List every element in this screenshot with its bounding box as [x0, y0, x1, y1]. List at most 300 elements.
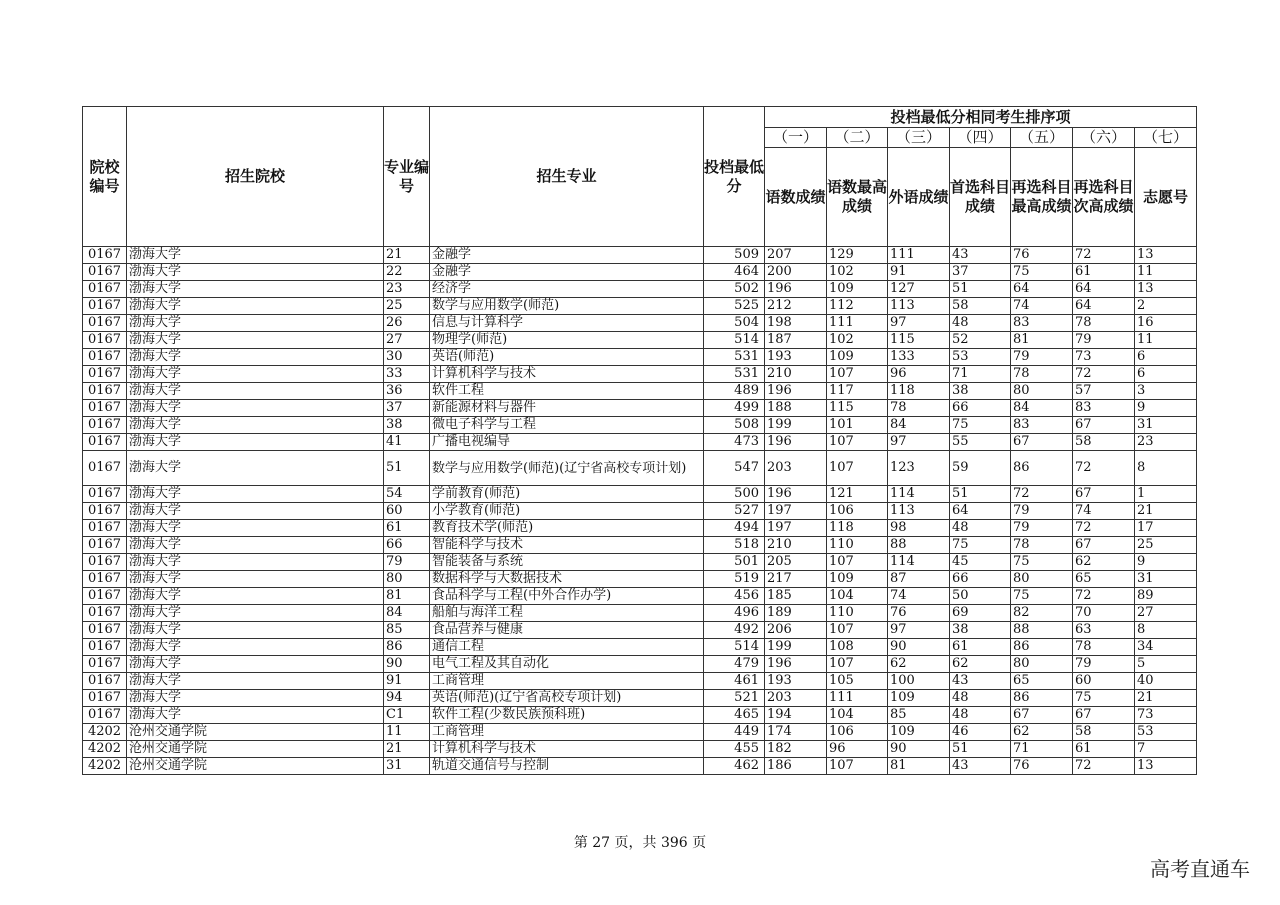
rank2-cell: 106 [827, 724, 888, 741]
school-name-cell: 渤海大学 [127, 486, 384, 503]
rank3-cell: 78 [888, 400, 950, 417]
rank6-cell: 67 [1073, 417, 1135, 434]
major-name-cell: 英语(师范)(辽宁省高校专项计划) [430, 690, 704, 707]
header-rank-label: 志愿号 [1135, 148, 1197, 247]
major-name-cell: 智能科学与技术 [430, 537, 704, 554]
school-code-cell: 0167 [83, 264, 127, 281]
rank4-cell: 53 [950, 349, 1011, 366]
rank5-cell: 83 [1011, 315, 1073, 332]
rank7-cell: 7 [1135, 741, 1197, 758]
rank4-cell: 43 [950, 758, 1011, 775]
rank4-cell: 58 [950, 298, 1011, 315]
table-row [83, 434, 1197, 451]
school-name-cell: 渤海大学 [127, 537, 384, 554]
school-name-cell: 渤海大学 [127, 247, 384, 264]
school-code-cell: 0167 [83, 298, 127, 315]
rank4-cell: 75 [950, 537, 1011, 554]
table-row [83, 332, 1197, 349]
school-code-cell: 0167 [83, 400, 127, 417]
rank1-cell: 203 [765, 690, 827, 707]
rank6-cell: 78 [1073, 639, 1135, 656]
rank7-cell: 13 [1135, 758, 1197, 775]
rank5-cell: 67 [1011, 434, 1073, 451]
watermark-text: 高考直通车 [1150, 857, 1250, 881]
rank3-cell: 97 [888, 434, 950, 451]
rank5-cell: 76 [1011, 247, 1073, 264]
rank4-cell: 61 [950, 639, 1011, 656]
table-row [83, 520, 1197, 537]
school-code-cell: 0167 [83, 537, 127, 554]
rank7-cell: 31 [1135, 571, 1197, 588]
rank2-cell: 107 [827, 451, 888, 486]
rank4-cell: 51 [950, 486, 1011, 503]
rank7-cell: 5 [1135, 656, 1197, 673]
rank1-cell: 182 [765, 741, 827, 758]
school-name-cell: 渤海大学 [127, 622, 384, 639]
rank7-cell: 2 [1135, 298, 1197, 315]
school-code-cell: 4202 [83, 758, 127, 775]
rank1-cell: 196 [765, 656, 827, 673]
rank7-cell: 89 [1135, 588, 1197, 605]
major-code-cell: 21 [384, 741, 430, 758]
rank3-cell: 84 [888, 417, 950, 434]
rank5-cell: 74 [1011, 298, 1073, 315]
rank5-cell: 86 [1011, 639, 1073, 656]
major-code-cell: 26 [384, 315, 430, 332]
rank5-cell: 78 [1011, 366, 1073, 383]
major-code-cell: 51 [384, 451, 430, 486]
min-score-cell: 508 [704, 417, 765, 434]
rank3-cell: 113 [888, 503, 950, 520]
rank7-cell: 21 [1135, 503, 1197, 520]
rank5-cell: 79 [1011, 520, 1073, 537]
rank6-cell: 72 [1073, 588, 1135, 605]
rank4-cell: 55 [950, 434, 1011, 451]
rank6-cell: 60 [1073, 673, 1135, 690]
major-name-cell: 经济学 [430, 281, 704, 298]
rank2-cell: 111 [827, 315, 888, 332]
rank4-cell: 75 [950, 417, 1011, 434]
major-name-cell: 教育技术学(师范) [430, 520, 704, 537]
major-code-cell: 79 [384, 554, 430, 571]
major-code-cell: 27 [384, 332, 430, 349]
major-name-cell: 食品科学与工程(中外合作办学) [430, 588, 704, 605]
rank4-cell: 62 [950, 656, 1011, 673]
table-row [83, 298, 1197, 315]
rank5-cell: 75 [1011, 554, 1073, 571]
rank2-cell: 109 [827, 349, 888, 366]
rank2-cell: 102 [827, 332, 888, 349]
rank2-cell: 110 [827, 605, 888, 622]
rank7-cell: 11 [1135, 332, 1197, 349]
school-name-cell: 沧州交通学院 [127, 724, 384, 741]
major-code-cell: 84 [384, 605, 430, 622]
rank6-cell: 79 [1073, 332, 1135, 349]
rank6-cell: 74 [1073, 503, 1135, 520]
rank2-cell: 115 [827, 400, 888, 417]
table-row [83, 622, 1197, 639]
rank7-cell: 21 [1135, 690, 1197, 707]
admission-score-table [82, 106, 1197, 775]
major-name-cell: 工商管理 [430, 673, 704, 690]
rank2-cell: 107 [827, 656, 888, 673]
rank7-cell: 11 [1135, 264, 1197, 281]
rank7-cell: 16 [1135, 315, 1197, 332]
major-code-cell: 30 [384, 349, 430, 366]
rank4-cell: 51 [950, 741, 1011, 758]
header-major-name: 招生专业 [430, 107, 704, 247]
school-code-cell: 4202 [83, 741, 127, 758]
table-row [83, 247, 1197, 264]
school-code-cell: 0167 [83, 383, 127, 400]
school-name-cell: 渤海大学 [127, 349, 384, 366]
table-row [83, 349, 1197, 366]
major-name-cell: 微电子科学与工程 [430, 417, 704, 434]
min-score-cell: 473 [704, 434, 765, 451]
header-rank-number: （七） [1135, 128, 1197, 148]
rank1-cell: 206 [765, 622, 827, 639]
rank3-cell: 111 [888, 247, 950, 264]
major-name-cell: 计算机科学与技术 [430, 366, 704, 383]
table-row [83, 417, 1197, 434]
school-code-cell: 0167 [83, 486, 127, 503]
table-row [83, 673, 1197, 690]
rank4-cell: 52 [950, 332, 1011, 349]
rank6-cell: 61 [1073, 264, 1135, 281]
min-score-cell: 479 [704, 656, 765, 673]
rank4-cell: 43 [950, 673, 1011, 690]
min-score-cell: 456 [704, 588, 765, 605]
major-name-cell: 食品营养与健康 [430, 622, 704, 639]
table-row [83, 639, 1197, 656]
major-code-cell: 21 [384, 247, 430, 264]
school-code-cell: 0167 [83, 520, 127, 537]
rank4-cell: 66 [950, 400, 1011, 417]
rank7-cell: 13 [1135, 247, 1197, 264]
rank2-cell: 105 [827, 673, 888, 690]
header-rank-label: 首选科目成绩 [950, 148, 1011, 247]
rank5-cell: 80 [1011, 571, 1073, 588]
school-name-cell: 渤海大学 [127, 520, 384, 537]
major-code-cell: 60 [384, 503, 430, 520]
rank3-cell: 91 [888, 264, 950, 281]
rank5-cell: 86 [1011, 690, 1073, 707]
rank7-cell: 9 [1135, 554, 1197, 571]
rank6-cell: 67 [1073, 486, 1135, 503]
rank5-cell: 81 [1011, 332, 1073, 349]
rank7-cell: 40 [1135, 673, 1197, 690]
rank3-cell: 97 [888, 315, 950, 332]
rank5-cell: 71 [1011, 741, 1073, 758]
rank7-cell: 34 [1135, 639, 1197, 656]
rank1-cell: 185 [765, 588, 827, 605]
rank5-cell: 78 [1011, 537, 1073, 554]
rank1-cell: 205 [765, 554, 827, 571]
rank1-cell: 198 [765, 315, 827, 332]
school-name-cell: 渤海大学 [127, 503, 384, 520]
rank6-cell: 61 [1073, 741, 1135, 758]
rank1-cell: 212 [765, 298, 827, 315]
rank5-cell: 65 [1011, 673, 1073, 690]
rank6-cell: 58 [1073, 434, 1135, 451]
table-row [83, 366, 1197, 383]
table-row [83, 605, 1197, 622]
school-code-cell: 0167 [83, 247, 127, 264]
header-rank-label: 外语成绩 [888, 148, 950, 247]
major-name-cell: 电气工程及其自动化 [430, 656, 704, 673]
min-score-cell: 492 [704, 622, 765, 639]
rank4-cell: 69 [950, 605, 1011, 622]
header-min-score: 投档最低分 [704, 107, 765, 247]
rank7-cell: 17 [1135, 520, 1197, 537]
rank1-cell: 174 [765, 724, 827, 741]
rank5-cell: 80 [1011, 383, 1073, 400]
major-code-cell: 31 [384, 758, 430, 775]
school-name-cell: 渤海大学 [127, 400, 384, 417]
school-code-cell: 0167 [83, 349, 127, 366]
header-major-code: 专业编号 [384, 107, 430, 247]
rank6-cell: 64 [1073, 281, 1135, 298]
rank2-cell: 107 [827, 622, 888, 639]
rank3-cell: 74 [888, 588, 950, 605]
min-score-cell: 500 [704, 486, 765, 503]
major-name-cell: 智能装备与系统 [430, 554, 704, 571]
min-score-cell: 547 [704, 451, 765, 486]
major-name-cell: 广播电视编导 [430, 434, 704, 451]
rank6-cell: 72 [1073, 520, 1135, 537]
rank6-cell: 72 [1073, 247, 1135, 264]
rank1-cell: 217 [765, 571, 827, 588]
rank2-cell: 107 [827, 758, 888, 775]
school-code-cell: 0167 [83, 605, 127, 622]
rank1-cell: 188 [765, 400, 827, 417]
rank4-cell: 43 [950, 247, 1011, 264]
rank1-cell: 196 [765, 434, 827, 451]
min-score-cell: 499 [704, 400, 765, 417]
rank7-cell: 8 [1135, 622, 1197, 639]
rank5-cell: 84 [1011, 400, 1073, 417]
rank6-cell: 72 [1073, 366, 1135, 383]
rank7-cell: 25 [1135, 537, 1197, 554]
header-rank-label: 语数成绩 [765, 148, 827, 247]
min-score-cell: 531 [704, 366, 765, 383]
rank7-cell: 6 [1135, 366, 1197, 383]
rank4-cell: 48 [950, 690, 1011, 707]
min-score-cell: 514 [704, 639, 765, 656]
rank5-cell: 62 [1011, 724, 1073, 741]
major-name-cell: 数据科学与大数据技术 [430, 571, 704, 588]
header-rank-label: 再选科目次高成绩 [1073, 148, 1135, 247]
school-name-cell: 渤海大学 [127, 366, 384, 383]
major-code-cell: C1 [384, 707, 430, 724]
major-code-cell: 94 [384, 690, 430, 707]
school-code-cell: 0167 [83, 690, 127, 707]
rank7-cell: 8 [1135, 451, 1197, 486]
rank5-cell: 79 [1011, 349, 1073, 366]
rank2-cell: 104 [827, 588, 888, 605]
rank4-cell: 66 [950, 571, 1011, 588]
rank6-cell: 72 [1073, 451, 1135, 486]
min-score-cell: 514 [704, 332, 765, 349]
rank4-cell: 45 [950, 554, 1011, 571]
rank3-cell: 85 [888, 707, 950, 724]
rank4-cell: 50 [950, 588, 1011, 605]
rank3-cell: 98 [888, 520, 950, 537]
rank6-cell: 58 [1073, 724, 1135, 741]
header-rank-number: （二） [827, 128, 888, 148]
school-name-cell: 渤海大学 [127, 315, 384, 332]
rank4-cell: 59 [950, 451, 1011, 486]
school-code-cell: 0167 [83, 281, 127, 298]
rank1-cell: 187 [765, 332, 827, 349]
major-code-cell: 66 [384, 537, 430, 554]
major-code-cell: 11 [384, 724, 430, 741]
min-score-cell: 465 [704, 707, 765, 724]
min-score-cell: 531 [704, 349, 765, 366]
rank1-cell: 197 [765, 520, 827, 537]
major-name-cell: 金融学 [430, 264, 704, 281]
major-name-cell: 信息与计算科学 [430, 315, 704, 332]
table-row [83, 588, 1197, 605]
school-code-cell: 0167 [83, 656, 127, 673]
header-rank-number: （五） [1011, 128, 1073, 148]
table-row [83, 537, 1197, 554]
major-name-cell: 计算机科学与技术 [430, 741, 704, 758]
table-row [83, 707, 1197, 724]
rank5-cell: 88 [1011, 622, 1073, 639]
min-score-cell: 527 [704, 503, 765, 520]
rank1-cell: 197 [765, 503, 827, 520]
school-code-cell: 0167 [83, 315, 127, 332]
header-school-code: 院校编号 [83, 107, 127, 247]
header-rank-label: 语数最高成绩 [827, 148, 888, 247]
table-row [83, 690, 1197, 707]
rank3-cell: 100 [888, 673, 950, 690]
header-rank-number: （六） [1073, 128, 1135, 148]
rank4-cell: 37 [950, 264, 1011, 281]
rank3-cell: 96 [888, 366, 950, 383]
school-name-cell: 渤海大学 [127, 298, 384, 315]
rank1-cell: 189 [765, 605, 827, 622]
rank6-cell: 73 [1073, 349, 1135, 366]
major-code-cell: 38 [384, 417, 430, 434]
major-code-cell: 25 [384, 298, 430, 315]
rank2-cell: 107 [827, 554, 888, 571]
table-row [83, 554, 1197, 571]
rank1-cell: 210 [765, 537, 827, 554]
min-score-cell: 521 [704, 690, 765, 707]
school-name-cell: 渤海大学 [127, 417, 384, 434]
header-rank-label: 再选科目最高成绩 [1011, 148, 1073, 247]
rank5-cell: 64 [1011, 281, 1073, 298]
rank7-cell: 27 [1135, 605, 1197, 622]
rank1-cell: 203 [765, 451, 827, 486]
rank1-cell: 186 [765, 758, 827, 775]
rank2-cell: 117 [827, 383, 888, 400]
min-score-cell: 449 [704, 724, 765, 741]
rank2-cell: 102 [827, 264, 888, 281]
school-name-cell: 渤海大学 [127, 332, 384, 349]
rank4-cell: 64 [950, 503, 1011, 520]
table-row [83, 400, 1197, 417]
rank6-cell: 70 [1073, 605, 1135, 622]
rank2-cell: 109 [827, 281, 888, 298]
rank6-cell: 67 [1073, 707, 1135, 724]
major-name-cell: 金融学 [430, 247, 704, 264]
admission-score-table-container [82, 106, 1196, 775]
school-name-cell: 渤海大学 [127, 690, 384, 707]
major-code-cell: 22 [384, 264, 430, 281]
rank2-cell: 110 [827, 537, 888, 554]
page-number-footer: 第 27 页，共 396 页 [573, 835, 707, 851]
rank4-cell: 48 [950, 520, 1011, 537]
rank3-cell: 115 [888, 332, 950, 349]
rank7-cell: 31 [1135, 417, 1197, 434]
major-name-cell: 新能源材料与器件 [430, 400, 704, 417]
school-name-cell: 渤海大学 [127, 451, 384, 486]
school-code-cell: 0167 [83, 554, 127, 571]
major-code-cell: 86 [384, 639, 430, 656]
school-code-cell: 0167 [83, 673, 127, 690]
school-code-cell: 0167 [83, 417, 127, 434]
rank1-cell: 196 [765, 281, 827, 298]
rank3-cell: 113 [888, 298, 950, 315]
min-score-cell: 518 [704, 537, 765, 554]
header-school-name: 招生院校 [127, 107, 384, 247]
rank2-cell: 96 [827, 741, 888, 758]
major-code-cell: 80 [384, 571, 430, 588]
major-code-cell: 23 [384, 281, 430, 298]
rank1-cell: 200 [765, 264, 827, 281]
table-row [83, 656, 1197, 673]
rank3-cell: 123 [888, 451, 950, 486]
rank5-cell: 75 [1011, 264, 1073, 281]
rank1-cell: 194 [765, 707, 827, 724]
major-code-cell: 61 [384, 520, 430, 537]
rank3-cell: 88 [888, 537, 950, 554]
table-row [83, 503, 1197, 520]
school-name-cell: 渤海大学 [127, 383, 384, 400]
major-name-cell: 轨道交通信号与控制 [430, 758, 704, 775]
school-name-cell: 渤海大学 [127, 673, 384, 690]
school-name-cell: 沧州交通学院 [127, 741, 384, 758]
rank1-cell: 196 [765, 486, 827, 503]
rank5-cell: 82 [1011, 605, 1073, 622]
rank3-cell: 97 [888, 622, 950, 639]
rank4-cell: 48 [950, 315, 1011, 332]
rank2-cell: 121 [827, 486, 888, 503]
rank3-cell: 109 [888, 724, 950, 741]
header-ranking-group: 投档最低分相同考生排序项 [765, 107, 1197, 128]
school-name-cell: 渤海大学 [127, 588, 384, 605]
rank3-cell: 62 [888, 656, 950, 673]
school-code-cell: 0167 [83, 503, 127, 520]
rank2-cell: 107 [827, 434, 888, 451]
major-code-cell: 90 [384, 656, 430, 673]
major-name-cell: 学前教育(师范) [430, 486, 704, 503]
rank7-cell: 13 [1135, 281, 1197, 298]
min-score-cell: 525 [704, 298, 765, 315]
school-name-cell: 渤海大学 [127, 707, 384, 724]
table-row [83, 758, 1197, 775]
major-name-cell: 数学与应用数学(师范) [430, 298, 704, 315]
min-score-cell: 502 [704, 281, 765, 298]
rank2-cell: 109 [827, 571, 888, 588]
rank1-cell: 210 [765, 366, 827, 383]
rank1-cell: 199 [765, 639, 827, 656]
school-code-cell: 0167 [83, 366, 127, 383]
school-name-cell: 渤海大学 [127, 605, 384, 622]
